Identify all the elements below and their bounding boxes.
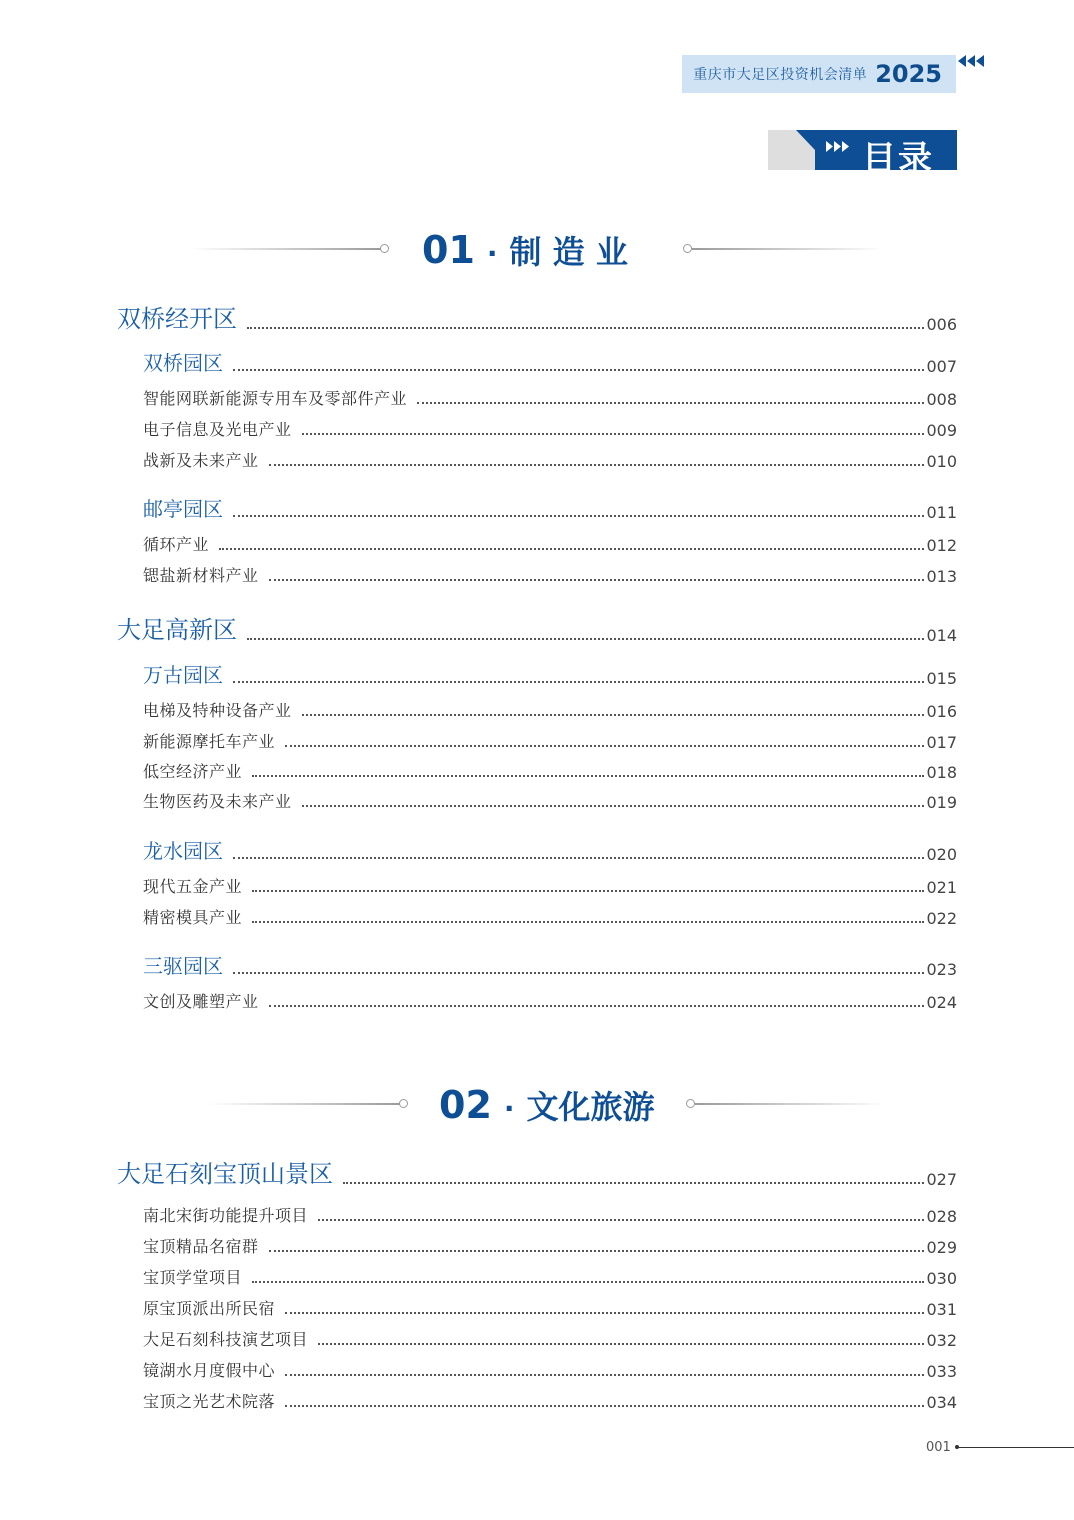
toc-entry[interactable] xyxy=(143,386,957,409)
toc-entry-page: 011 xyxy=(926,503,957,522)
toc-entry-label: 电子信息及光电产业 xyxy=(143,420,292,439)
footer-line xyxy=(956,1447,1074,1448)
leader-dots xyxy=(417,401,924,404)
toc-entry[interactable] xyxy=(143,563,957,586)
leader-dots xyxy=(233,971,924,974)
toc-entry[interactable] xyxy=(117,610,957,645)
toc-entry-label: 原宝顶派出所民宿 xyxy=(143,1299,276,1318)
section-separator: · xyxy=(486,237,498,270)
toc-entry[interactable] xyxy=(143,789,957,812)
toc-entry[interactable] xyxy=(143,347,957,376)
toc-entry-page: 020 xyxy=(926,845,957,864)
toc-entry-page: 021 xyxy=(926,878,957,897)
leader-dots xyxy=(252,920,924,923)
leader-dots xyxy=(233,680,924,683)
section-dot-right xyxy=(683,244,692,253)
toc-entry[interactable] xyxy=(143,1327,957,1350)
leader-dots xyxy=(219,547,924,550)
section-line-left xyxy=(208,1103,400,1106)
leader-dots xyxy=(302,804,925,807)
section-heading-manufacturing xyxy=(0,225,1074,275)
toc-entry[interactable] xyxy=(143,905,957,928)
toc-entry-label: 万古园区 xyxy=(143,663,223,687)
leader-dots xyxy=(285,1311,924,1314)
header-subtitle: 重庆市大足区投资机会清单 xyxy=(693,67,868,83)
toc-entry-page: 033 xyxy=(926,1362,957,1381)
toc-entry[interactable] xyxy=(143,759,957,782)
toc-entry[interactable] xyxy=(143,417,957,440)
toc-entry[interactable] xyxy=(143,729,957,752)
toc-entry-page: 027 xyxy=(926,1170,957,1189)
toc-entry[interactable] xyxy=(143,532,957,555)
leader-dots xyxy=(247,637,924,640)
toc-entry-label: 宝顶学堂项目 xyxy=(143,1268,243,1287)
leader-dots xyxy=(269,1249,925,1252)
toc-entry-page: 028 xyxy=(926,1207,957,1226)
toc-entry-page: 012 xyxy=(926,536,957,555)
toc-entry-label: 双桥园区 xyxy=(143,351,223,375)
toc-entry[interactable] xyxy=(117,1154,957,1189)
leader-dots xyxy=(269,1004,925,1007)
forward-arrows-icon xyxy=(826,141,850,152)
toc-entry-page: 018 xyxy=(926,763,957,782)
leader-dots xyxy=(252,889,924,892)
toc-entry[interactable] xyxy=(143,874,957,897)
toc-title-block xyxy=(768,130,957,179)
leader-dots xyxy=(302,432,925,435)
toc-entry[interactable] xyxy=(143,1296,957,1319)
leader-dots xyxy=(233,514,924,517)
toc-entry-label: 宝顶之光艺术院落 xyxy=(143,1392,276,1411)
section-number: 02 xyxy=(439,1083,492,1127)
toc-entry-label: 循环产业 xyxy=(143,535,210,554)
toc-entry[interactable] xyxy=(143,448,957,471)
section-dot-left xyxy=(399,1099,408,1108)
toc-entry-page: 024 xyxy=(926,993,957,1012)
toc-entry-page: 010 xyxy=(926,452,957,471)
section-line-left xyxy=(190,248,382,251)
toc-entry-page: 019 xyxy=(926,793,957,812)
toc-entry-page: 006 xyxy=(926,315,957,334)
toc-entry-label: 生物医药及未来产业 xyxy=(143,792,292,811)
toc-entry-label: 镜湖水月度假中心 xyxy=(143,1361,276,1380)
toc-entry-label: 大足石刻科技演艺项目 xyxy=(143,1330,309,1349)
section-heading-culture-tourism xyxy=(0,1080,1074,1130)
toc-entry[interactable] xyxy=(143,1358,957,1381)
toc-entry-page: 017 xyxy=(926,733,957,752)
rewind-arrows-icon xyxy=(958,55,986,67)
toc-entry[interactable] xyxy=(143,835,957,864)
toc-entry[interactable] xyxy=(143,989,957,1012)
leader-dots xyxy=(343,1181,924,1184)
toc-entry-label: 大足石刻宝顶山景区 xyxy=(117,1160,333,1188)
toc-entry-page: 030 xyxy=(926,1269,957,1288)
toc-entry-label: 大足高新区 xyxy=(117,616,237,644)
toc-entry-label: 精密模具产业 xyxy=(143,908,243,927)
leader-dots xyxy=(285,1404,924,1407)
header-year: 2025 xyxy=(875,60,942,88)
toc-entry-page: 015 xyxy=(926,669,957,688)
leader-dots xyxy=(247,326,924,329)
toc-entry[interactable] xyxy=(143,1265,957,1288)
toc-entry-label: 邮亭园区 xyxy=(143,497,223,521)
leader-dots xyxy=(318,1218,924,1221)
section-dot-right xyxy=(686,1099,695,1108)
toc-entry-page: 013 xyxy=(926,567,957,586)
toc-entry[interactable] xyxy=(143,1389,957,1412)
leader-dots xyxy=(269,578,925,581)
section-title xyxy=(439,1080,655,1130)
toc-entry-page: 023 xyxy=(926,960,957,979)
toc-entry-label: 智能网联新能源专用车及零部件产业 xyxy=(143,389,408,408)
toc-entry[interactable] xyxy=(143,659,957,688)
leader-dots xyxy=(318,1342,924,1345)
toc-entry-page: 031 xyxy=(926,1300,957,1319)
leader-dots xyxy=(233,856,924,859)
toc-entry-label: 南北宋街功能提升项目 xyxy=(143,1206,309,1225)
section-line-right xyxy=(695,1103,887,1106)
toc-entry-label: 宝顶精品名宿群 xyxy=(143,1237,259,1256)
toc-entry[interactable] xyxy=(143,1203,957,1226)
toc-entry-label: 新能源摩托车产业 xyxy=(143,732,276,751)
section-name: 制 造 业 xyxy=(509,233,628,271)
toc-entry-page: 022 xyxy=(926,909,957,928)
toc-entry-page: 008 xyxy=(926,390,957,409)
toc-entry[interactable] xyxy=(143,950,957,979)
section-name: 文化旅游 xyxy=(526,1088,655,1126)
toc-entry-page: 032 xyxy=(926,1331,957,1350)
leader-dots xyxy=(302,713,925,716)
leader-dots xyxy=(285,1373,924,1376)
toc-entry-page: 014 xyxy=(926,626,957,645)
section-separator: · xyxy=(503,1092,515,1125)
toc-entry-page: 016 xyxy=(926,702,957,721)
toc-entry-label: 电梯及特种设备产业 xyxy=(143,701,292,720)
header-badge xyxy=(682,55,956,93)
footer-page-number: 001 xyxy=(926,1440,951,1455)
section-dot-left xyxy=(380,244,389,253)
toc-entry[interactable] xyxy=(143,493,957,522)
toc-entry-page: 007 xyxy=(926,357,957,376)
toc-entry-label: 龙水园区 xyxy=(143,839,223,863)
toc-entry-label: 战新及未来产业 xyxy=(143,451,259,470)
leader-dots xyxy=(252,1280,924,1283)
toc-entry[interactable] xyxy=(143,1234,957,1257)
toc-title: 目录 xyxy=(862,139,934,179)
toc-entry-page: 034 xyxy=(926,1393,957,1412)
toc-entry-page: 029 xyxy=(926,1238,957,1257)
leader-dots xyxy=(252,774,924,777)
toc-entry[interactable] xyxy=(117,299,957,334)
toc-entry-page: 009 xyxy=(926,421,957,440)
leader-dots xyxy=(269,463,925,466)
section-title xyxy=(422,225,628,275)
toc-entry-label: 现代五金产业 xyxy=(143,877,243,896)
toc-entry[interactable] xyxy=(143,698,957,721)
toc-entry-label: 文创及雕塑产业 xyxy=(143,992,259,1011)
toc-entry-label: 双桥经开区 xyxy=(117,305,237,333)
toc-entry-label: 锶盐新材料产业 xyxy=(143,566,259,585)
section-line-right xyxy=(692,248,884,251)
leader-dots xyxy=(285,744,924,747)
toc-entry-label: 三驱园区 xyxy=(143,954,223,978)
toc-entry-label: 低空经济产业 xyxy=(143,762,243,781)
section-number: 01 xyxy=(422,228,475,272)
leader-dots xyxy=(233,368,924,371)
